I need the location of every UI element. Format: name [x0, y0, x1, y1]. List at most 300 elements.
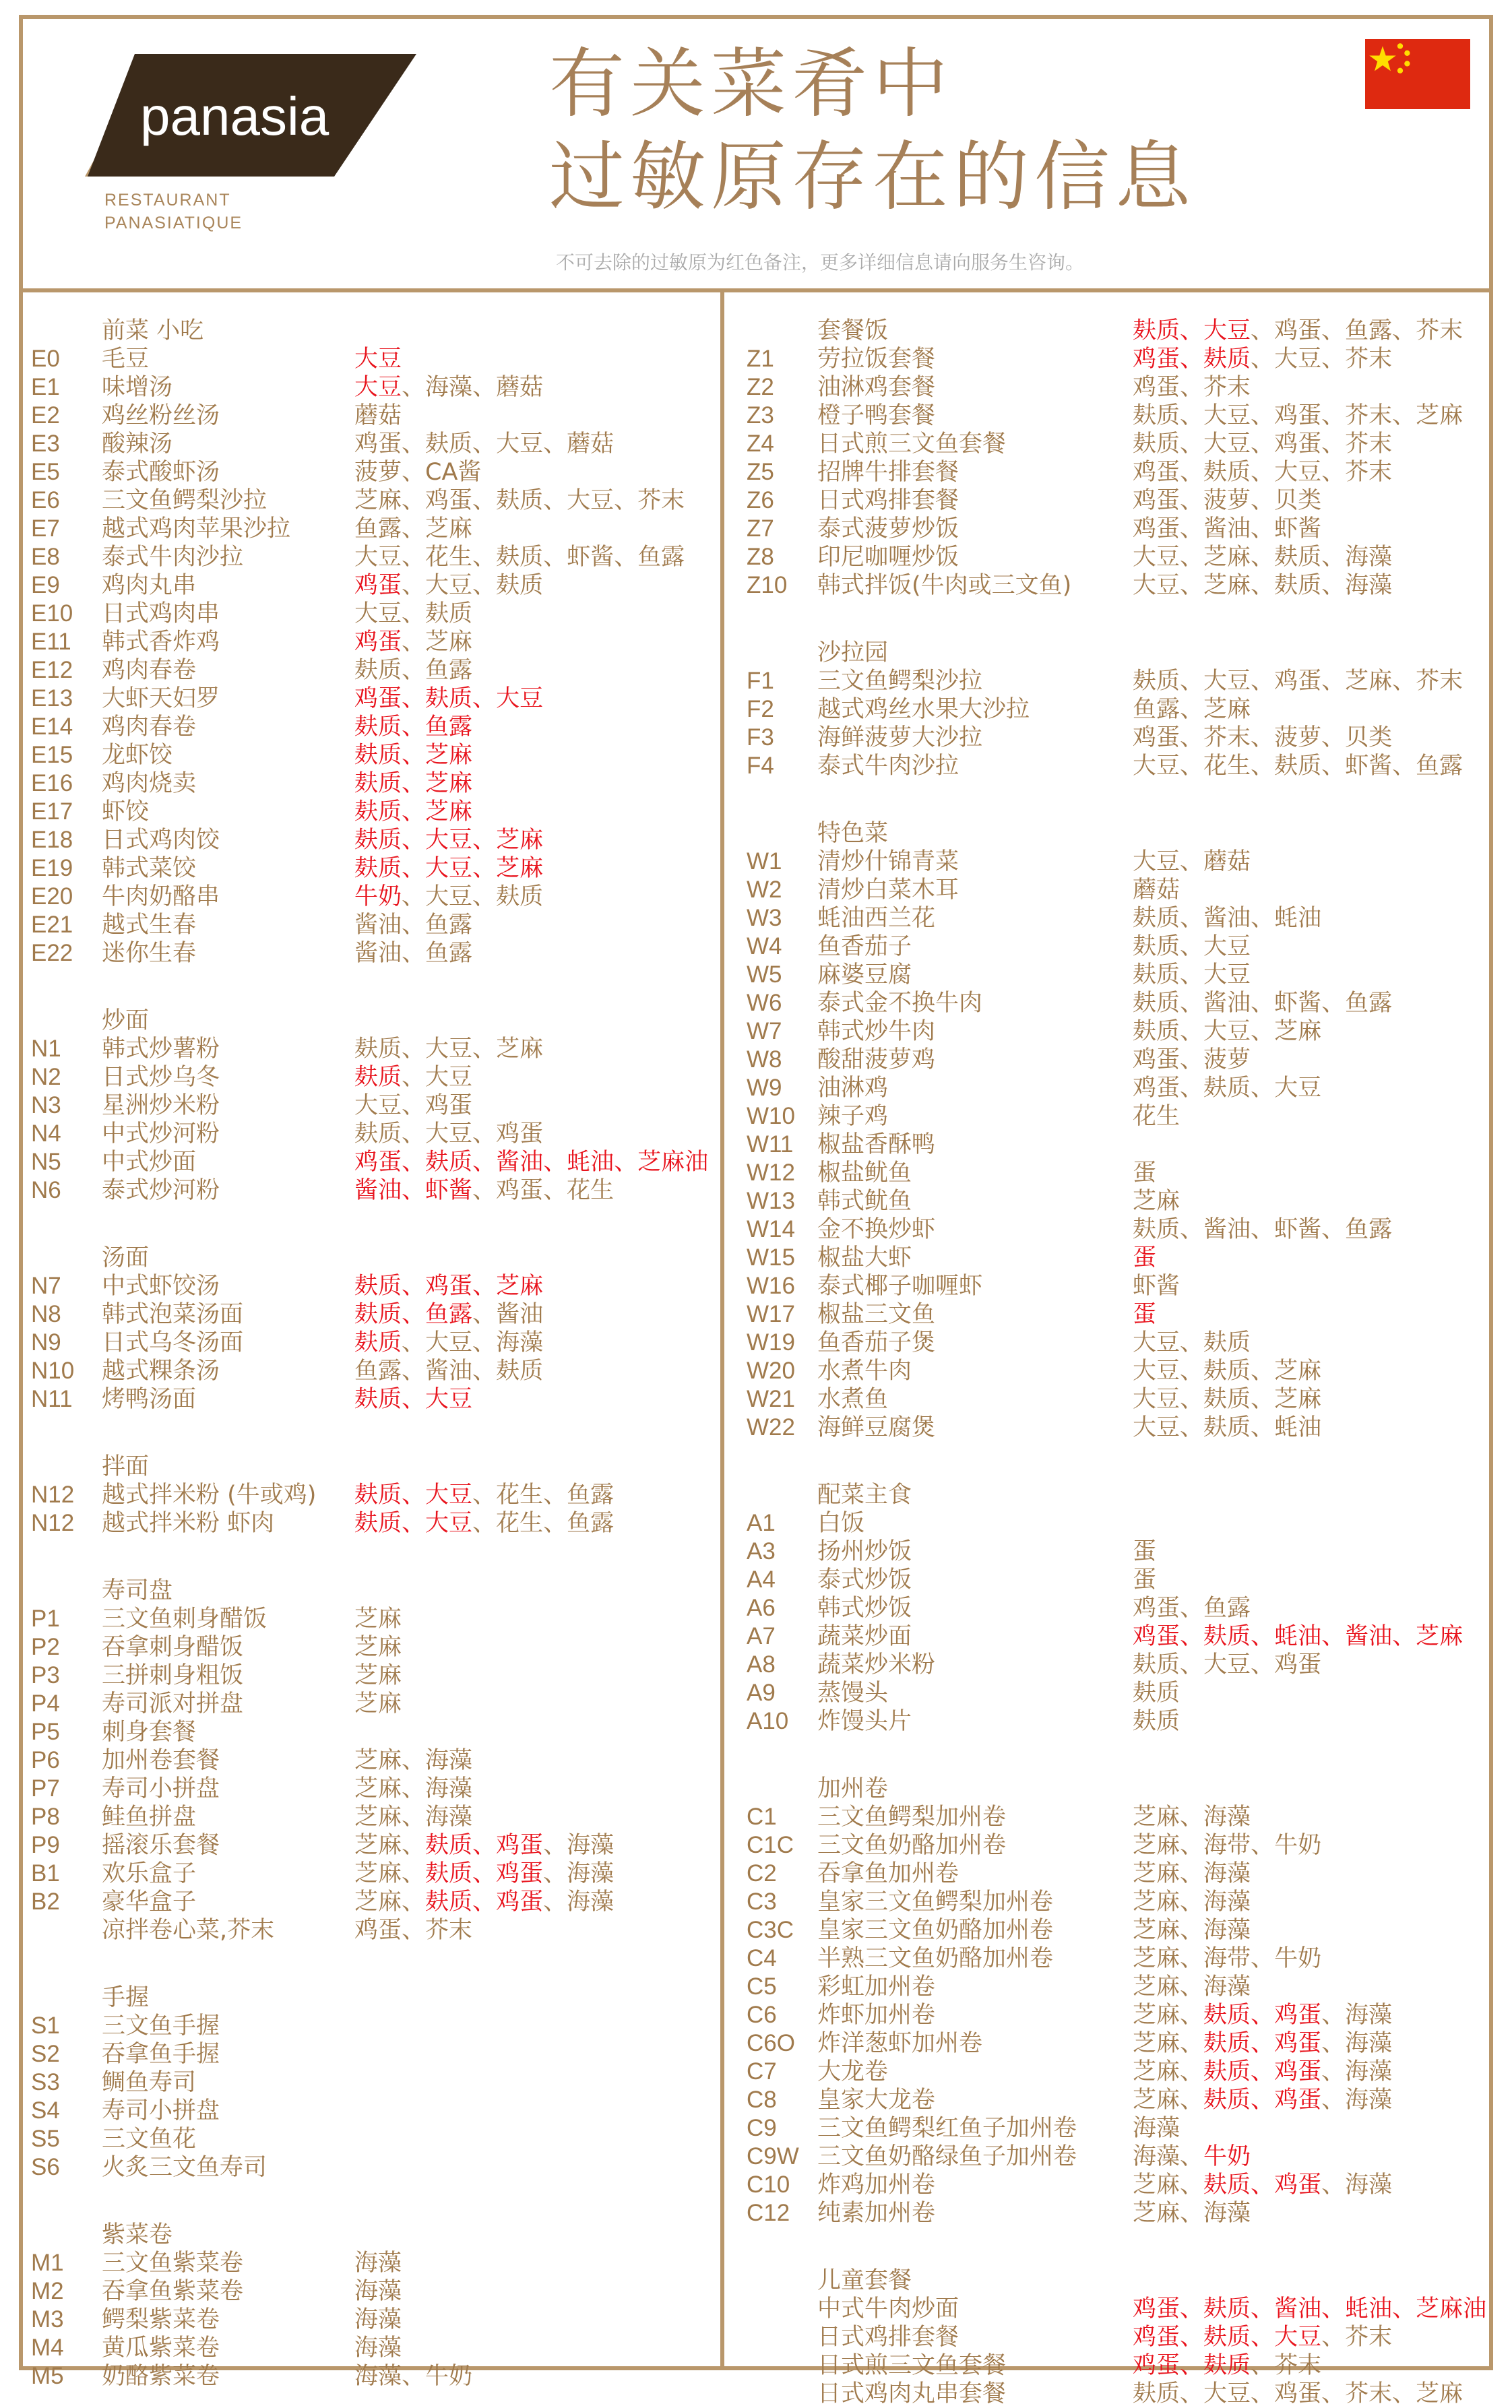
allergen-separator: 、	[1321, 2087, 1346, 2114]
allergen-separator: 、	[1321, 1216, 1346, 1243]
dish-code: W21	[747, 1386, 795, 1412]
allergen-required: 鸡蛋	[1274, 2172, 1322, 2198]
allergen-separator: 、	[402, 1510, 426, 1537]
dish-name: 橙子鸭套餐	[817, 402, 936, 429]
section-title	[31, 1453, 718, 1481]
dish-code: N12	[31, 1482, 75, 1508]
allergen-required: 鸡蛋	[354, 629, 402, 656]
menu-row	[747, 345, 1488, 373]
menu-row	[31, 486, 718, 515]
menu-row	[31, 2040, 718, 2068]
menu-row	[747, 2380, 1488, 2408]
dish-code: S4	[31, 2097, 60, 2124]
dish-code: W20	[747, 1358, 795, 1384]
allergen-required: 麸质	[1203, 2295, 1251, 2322]
dish-allergens	[1133, 1102, 1180, 1131]
section-title-text: 寿司盘	[102, 1577, 173, 1604]
dish-allergens	[1133, 752, 1463, 780]
dish-code: Z7	[747, 515, 774, 542]
dish-allergens	[1133, 2143, 1251, 2171]
allergen-separator: 、	[1251, 2002, 1275, 2029]
allergen-required: 鸡蛋	[496, 1889, 544, 1915]
dish-name: 加州卷套餐	[102, 1747, 220, 1774]
allergen-separator: 、	[402, 1036, 426, 1063]
menu-row	[31, 600, 718, 628]
section-title-text: 套餐饭	[817, 317, 889, 344]
allergen: 海藻	[1203, 1917, 1251, 1944]
allergen-separator: 、	[402, 1747, 426, 1774]
allergen-required: 麸质	[1203, 1623, 1251, 1650]
allergen: 芝麻	[1133, 1804, 1180, 1831]
allergen-required: 大豆	[496, 685, 544, 712]
dish-allergens	[354, 1091, 472, 1120]
allergen: 鸡蛋	[1274, 317, 1322, 344]
allergen-separator: 、	[1392, 1623, 1416, 1650]
allergen-separator: 、	[472, 544, 497, 571]
allergen-required: 麸质	[425, 1860, 473, 1887]
dish-name: 牛肉奶酪串	[102, 883, 220, 910]
menu-row	[747, 373, 1488, 402]
allergen: 麸质	[1133, 1216, 1180, 1243]
dish-name: 日式煎三文鱼套餐	[817, 2352, 1007, 2379]
allergen-required: 芝麻	[425, 742, 473, 769]
menu-row	[747, 1357, 1488, 1385]
menu-row	[747, 1679, 1488, 1707]
allergen: 麸质	[1133, 2380, 1180, 2407]
allergen-separator: 、	[1392, 2295, 1416, 2322]
allergen-required: 麸质	[1203, 2324, 1251, 2351]
allergen-separator: 、	[1180, 2295, 1204, 2322]
allergen: 鸡蛋	[354, 1917, 402, 1944]
allergen-separator: 、	[1251, 459, 1275, 486]
allergen-required: 芝麻	[425, 770, 473, 797]
dish-allergens	[354, 854, 543, 883]
dish-allergens	[1133, 1888, 1251, 1916]
column-divider	[720, 292, 724, 2370]
dish-allergens	[1133, 2199, 1251, 2227]
allergen-separator: 、	[1180, 1917, 1204, 1944]
dish-code: W11	[747, 1131, 794, 1158]
dish-name: 泰式酸虾汤	[102, 459, 220, 486]
dish-name: 清炒什锦青菜	[817, 848, 959, 875]
allergen: 芝麻	[1133, 1860, 1180, 1887]
menu-row	[31, 2153, 718, 2182]
allergen: 芥末	[1345, 431, 1393, 457]
allergen: 芝麻	[1133, 1945, 1180, 1972]
allergen: 麸质	[1133, 990, 1180, 1017]
allergen: 芝麻	[1133, 2058, 1180, 2085]
section-title-text: 炒面	[102, 1007, 150, 1034]
dish-code: N6	[31, 1177, 61, 1203]
dish-allergens	[354, 1272, 543, 1300]
allergen: 大豆	[425, 1120, 473, 1147]
allergen-separator: 、	[1251, 1386, 1275, 1413]
menu-section	[31, 1007, 718, 1205]
allergen-separator: 、	[402, 1301, 426, 1328]
menu-row	[31, 939, 718, 968]
dish-name: 炸鸡加州卷	[817, 2172, 936, 2198]
menu-row	[747, 2143, 1488, 2171]
allergen: 鱼露	[1345, 317, 1393, 344]
menu-row	[747, 752, 1488, 780]
dish-name: 鸡肉烧卖	[102, 770, 197, 797]
dish-code: W19	[747, 1329, 795, 1356]
allergen-separator: 、	[1251, 2087, 1275, 2114]
allergen: 花生	[1133, 1103, 1180, 1130]
menu-row	[747, 1973, 1488, 2001]
dish-name: 皇家大龙卷	[817, 2087, 936, 2114]
dish-allergens	[1133, 1385, 1321, 1414]
allergen-separator: 、	[1180, 696, 1204, 723]
allergen: 芝麻	[1133, 2172, 1180, 2198]
dish-name: 三文鱼花	[102, 2126, 197, 2153]
section-gap	[31, 1414, 718, 1453]
allergen-separator: 、	[472, 855, 497, 882]
dish-allergens	[1133, 1215, 1392, 1244]
menu-row	[31, 1120, 718, 1148]
menu-row	[31, 685, 718, 713]
menu-row	[31, 1148, 718, 1176]
allergen-separator: 、	[1251, 1358, 1275, 1385]
dish-allergens	[1133, 1414, 1321, 1442]
menu-section	[31, 1577, 718, 1944]
section-title	[747, 2267, 1488, 2295]
allergen-separator: 、	[1321, 544, 1346, 571]
dish-name: 烤鸭汤面	[102, 1386, 197, 1413]
dish-code: S2	[31, 2041, 60, 2067]
allergen-separator: 、	[1180, 1651, 1204, 1678]
dish-allergens	[1133, 1566, 1156, 1594]
allergen: 大豆	[1274, 459, 1322, 486]
allergen: 贝类	[1345, 724, 1393, 751]
allergen: 酱油	[496, 1301, 544, 1328]
dish-code: W12	[747, 1160, 795, 1186]
dish-allergens	[1133, 1651, 1321, 1679]
menu-row	[747, 1831, 1488, 1860]
allergen: 鱼露	[1345, 990, 1393, 1017]
allergen-separator: 、	[1180, 1973, 1204, 2000]
allergen: 麸质	[1133, 961, 1180, 988]
menu-row	[31, 1509, 718, 1538]
dish-code: W13	[747, 1188, 795, 1214]
menu-row	[31, 741, 718, 769]
allergen: 芝麻	[354, 1662, 402, 1689]
dish-allergens	[1133, 2001, 1392, 2029]
dish-allergens	[1133, 2086, 1392, 2114]
dish-allergens	[1133, 2058, 1392, 2086]
dish-allergens	[1133, 848, 1251, 876]
dish-allergens	[354, 911, 472, 939]
allergen-required: 麸质	[1203, 346, 1251, 373]
dish-name: 三文鱼鳄梨加州卷	[817, 1804, 1007, 1831]
dish-name: 泰式椰子咖喱虾	[817, 1273, 983, 1300]
menu-row	[747, 1215, 1488, 1244]
allergen: 大豆	[425, 1036, 473, 1063]
allergen-required: 大豆	[425, 827, 473, 854]
dish-name: 韩式拌饭(牛肉或三文鱼)	[817, 572, 1072, 599]
dish-name: 韩式鱿鱼	[817, 1188, 912, 1215]
dish-name: 虾饺	[102, 798, 150, 825]
dish-code: E17	[31, 798, 73, 825]
allergen-separator: 、	[402, 1832, 426, 1859]
allergen-separator: 、	[472, 883, 497, 910]
menu-row	[31, 1357, 718, 1385]
allergen: 芝麻	[1203, 544, 1251, 571]
menu-row	[747, 1594, 1488, 1622]
allergen: 麸质	[496, 883, 544, 910]
dish-name: 鸡肉春卷	[102, 657, 197, 684]
allergen-separator: 、	[1321, 990, 1346, 1017]
allergen: 芥末	[1345, 459, 1393, 486]
allergen-required: 鸡蛋	[354, 572, 402, 599]
allergen: 芝麻	[354, 1860, 402, 1887]
allergen-separator: 、	[1251, 753, 1275, 780]
menu-section	[747, 1481, 1488, 1736]
menu-row	[747, 2171, 1488, 2199]
dish-code: Z6	[747, 487, 774, 513]
allergen-separator: 、	[1251, 515, 1275, 542]
menu-row	[747, 543, 1488, 571]
allergen-separator: 、	[402, 487, 426, 514]
dish-allergens	[1133, 373, 1251, 402]
menu-row	[747, 1272, 1488, 1300]
menu-row	[31, 1272, 718, 1300]
allergen-separator: 、	[402, 459, 426, 486]
dish-allergens	[354, 1661, 402, 1690]
allergen: 芝麻	[1274, 1386, 1322, 1413]
menu-section	[31, 2221, 718, 2390]
dish-code: W5	[747, 961, 782, 988]
dish-name: 椒盐三文鱼	[817, 1301, 936, 1328]
allergen: 菠萝	[1274, 724, 1322, 751]
dish-allergens	[354, 486, 685, 515]
menu-row	[31, 1803, 718, 1831]
dish-code: Z4	[747, 431, 774, 457]
dish-allergens	[1133, 345, 1392, 373]
menu-row	[747, 458, 1488, 486]
dish-allergens	[1133, 695, 1251, 724]
menu-row	[31, 798, 718, 826]
section-title	[747, 1481, 1488, 1509]
dish-code: E19	[31, 855, 73, 881]
dish-name: 彩虹加州卷	[817, 1973, 936, 2000]
allergen: 麸质	[1203, 1329, 1251, 1356]
dish-name: 越式拌米粉 (牛或鸡)	[102, 1482, 317, 1509]
allergen-separator: 、	[402, 1917, 426, 1944]
allergen-required: 麸质	[354, 1510, 402, 1537]
menu-row	[747, 695, 1488, 724]
dish-allergens	[354, 628, 472, 656]
allergen-separator: 、	[472, 827, 497, 854]
menu-row	[31, 515, 718, 543]
dish-allergens	[354, 430, 614, 458]
allergen: 菠萝	[354, 459, 402, 486]
allergen-separator: 、	[402, 912, 426, 939]
dish-name: 皇家三文鱼奶酪加州卷	[817, 1917, 1054, 1944]
dish-name: 三文鱼紫菜卷	[102, 2250, 244, 2277]
allergen-separator: 、	[1180, 990, 1204, 1017]
allergen: 海藻	[1133, 2143, 1180, 2170]
allergen-separator: 、	[1180, 544, 1204, 571]
menu-row	[31, 1916, 718, 1944]
dish-code: E22	[31, 940, 73, 966]
dish-allergens	[354, 798, 472, 826]
menu-section	[31, 317, 718, 968]
allergen-separator: 、	[1180, 572, 1204, 599]
page-subtitle: 不可去除的过敏原为红色备注，更多详细信息请向服务生咨询。	[556, 251, 1085, 274]
menu-row	[747, 848, 1488, 876]
allergen: 海藻	[1203, 1860, 1251, 1887]
allergen: 大豆	[1133, 1358, 1180, 1385]
dish-allergens	[354, 571, 543, 600]
allergen-separator: 、	[1180, 402, 1204, 429]
allergen-required: 蚝油	[1345, 2295, 1393, 2322]
allergen: 牛奶	[1274, 1945, 1322, 1972]
allergen-separator: 、	[1180, 1804, 1204, 1831]
menu-row	[747, 2086, 1488, 2114]
dish-allergens	[354, 402, 402, 430]
allergen-required: 芝麻	[496, 827, 544, 854]
dish-allergens	[1133, 904, 1321, 932]
allergen-required: 麸质	[1133, 317, 1180, 344]
allergen-required: 大豆	[425, 1510, 473, 1537]
dish-code: C1C	[747, 1832, 794, 1858]
allergen-separator: 、	[1321, 724, 1346, 751]
allergen-required: 大豆	[354, 374, 402, 401]
allergen: 大豆	[1133, 1386, 1180, 1413]
dish-allergens	[1133, 1622, 1463, 1651]
allergen: 海带	[1203, 1832, 1251, 1859]
allergen-separator: 、	[472, 1510, 497, 1537]
dish-code: C6O	[747, 2030, 795, 2056]
dish-name: 油淋鸡	[817, 1075, 889, 1102]
dish-allergens	[354, 2362, 472, 2390]
allergen: 麸质	[354, 657, 402, 684]
dish-code: E3	[31, 431, 60, 457]
dish-name: 半熟三文鱼奶酪加州卷	[817, 1945, 1054, 1972]
section-title-text: 特色菜	[817, 820, 889, 847]
menu-row	[747, 1651, 1488, 1679]
allergen-separator: 、	[402, 883, 426, 910]
menu-row	[31, 373, 718, 402]
menu-row	[747, 724, 1488, 752]
allergen: 麸质	[1133, 1018, 1180, 1045]
dish-name: 泰式牛肉沙拉	[102, 544, 244, 571]
dish-name: 寿司小拼盘	[102, 2097, 220, 2124]
allergen: 麸质	[1133, 1651, 1180, 1678]
dish-code: W2	[747, 877, 782, 903]
dish-name: 炸馒头片	[817, 1708, 912, 1735]
allergen: 花生	[425, 544, 473, 571]
allergen: 鸡蛋	[1274, 1651, 1322, 1678]
dish-code: S3	[31, 2069, 60, 2095]
dish-name: 毛豆	[102, 346, 150, 373]
dish-name: 鲑鱼拼盘	[102, 1804, 197, 1831]
allergen: 蚝油	[1274, 1414, 1322, 1441]
dish-allergens	[1133, 1831, 1321, 1860]
dish-code: A9	[747, 1680, 776, 1706]
dish-allergens	[1133, 1017, 1321, 1046]
allergen: 芥末	[1345, 2324, 1393, 2351]
dish-name: 中式牛肉炒面	[817, 2295, 959, 2322]
dish-allergens	[1133, 1944, 1321, 1973]
allergen: 花生	[496, 1482, 544, 1509]
allergen-separator: 、	[1180, 2324, 1204, 2351]
dish-name: 中式炒面	[102, 1149, 197, 1176]
section-allergens	[1133, 317, 1463, 345]
dish-code: E15	[31, 742, 73, 768]
dish-allergens	[1133, 1707, 1180, 1736]
allergen: 芝麻	[1203, 572, 1251, 599]
menu-row	[747, 989, 1488, 1017]
allergen: 鸡蛋	[496, 1120, 544, 1147]
dish-allergens	[1133, 1046, 1251, 1074]
allergen-required: 麸质	[354, 714, 402, 740]
allergen: 蛋	[1133, 1566, 1157, 1593]
allergen: 芥末	[1345, 402, 1393, 429]
dish-allergens	[354, 1633, 402, 1661]
dish-name: 鳄梨紫菜卷	[102, 2306, 220, 2333]
allergen: 贝类	[1274, 487, 1322, 514]
menu-row	[747, 1131, 1488, 1159]
allergen-required: 麸质	[354, 1482, 402, 1509]
allergen: 虾酱	[567, 544, 615, 571]
section-title	[747, 819, 1488, 848]
menu-row	[31, 2068, 718, 2097]
dish-allergens	[354, 1605, 402, 1633]
allergen-required: 麸质	[354, 742, 402, 769]
menu-row	[31, 1746, 718, 1775]
allergen: 大豆	[1274, 1075, 1322, 1102]
allergen-separator: 、	[1392, 402, 1416, 429]
dish-name: 水煮鱼	[817, 1386, 889, 1413]
allergen: 鱼露	[567, 1482, 615, 1509]
dish-name: 日式乌冬汤面	[102, 1329, 244, 1356]
menu-row	[747, 1916, 1488, 1944]
allergen-separator: 、	[1180, 961, 1204, 988]
dish-code: W6	[747, 990, 782, 1016]
allergen: 芝麻	[1345, 668, 1393, 695]
dish-name: 清炒白菜木耳	[817, 877, 959, 904]
allergen: 大豆	[1203, 431, 1251, 457]
menu-row	[31, 911, 718, 939]
dish-code: P1	[31, 1606, 60, 1632]
dish-code: Z2	[747, 374, 774, 400]
dish-allergens	[1133, 1244, 1156, 1272]
dish-code: C8	[747, 2087, 777, 2113]
dish-name: 日式鸡排套餐	[817, 487, 959, 514]
menu-row	[31, 1661, 718, 1690]
allergen-separator: 、	[472, 1273, 497, 1300]
section-gap	[31, 1205, 718, 1244]
menu-row	[31, 1690, 718, 1718]
section-gap	[31, 968, 718, 1007]
allergen-separator: 、	[402, 742, 426, 769]
allergen-separator: 、	[402, 1358, 426, 1385]
dish-code: W14	[747, 1216, 795, 1242]
dish-code: N4	[31, 1120, 61, 1147]
dish-code: P2	[31, 1634, 60, 1660]
allergen-separator: 、	[472, 1177, 497, 1204]
allergen-separator: 、	[1251, 990, 1275, 1017]
menu-row	[747, 1707, 1488, 1736]
allergen-required: 芝麻	[425, 798, 473, 825]
dish-code: C2	[747, 1860, 777, 1887]
menu-row	[747, 2295, 1488, 2323]
allergen-separator: 、	[402, 714, 426, 740]
allergen: 鸡蛋	[1274, 402, 1322, 429]
menu-row	[747, 571, 1488, 600]
